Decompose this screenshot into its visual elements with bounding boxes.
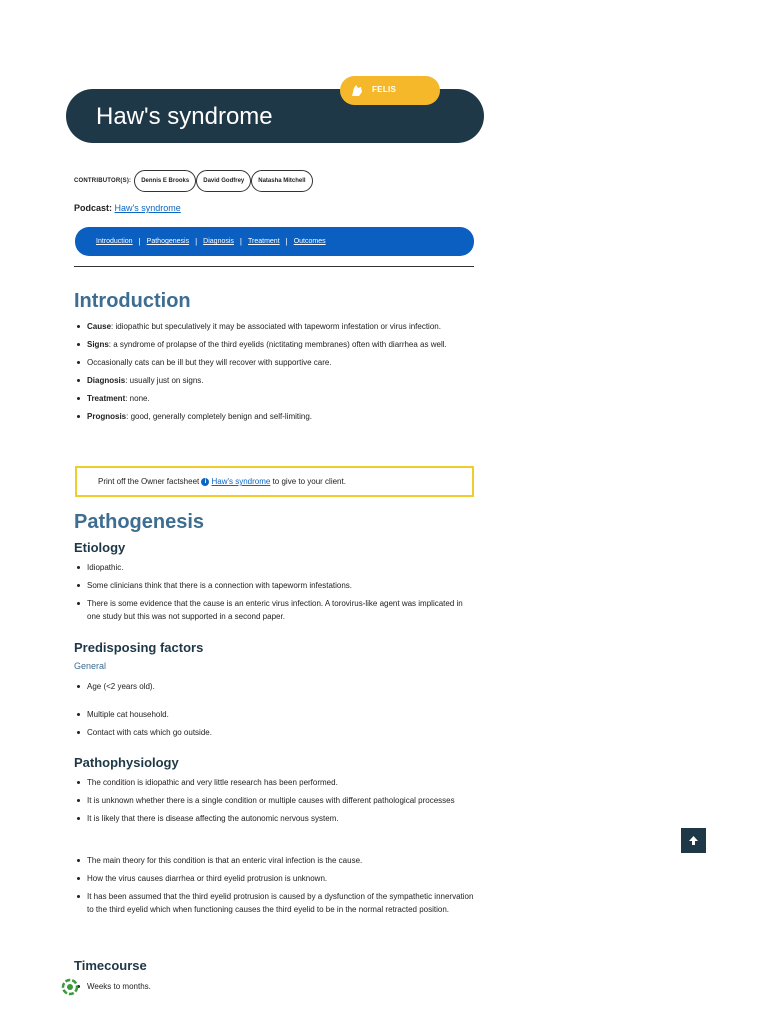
factsheet-link[interactable]: Haw's syndrome bbox=[211, 477, 271, 486]
subheading-general: General bbox=[74, 661, 107, 671]
nav-diagnosis[interactable]: Diagnosis bbox=[203, 238, 234, 245]
subheading-timecourse: Timecourse bbox=[74, 958, 147, 973]
list-item: It has been assumed that the third eyelid protrusion is caused by a dysfunction of the sympathetic innervation to the third eyelid which when functioning causes the third eyelid to be in the normal retracted position. bbox=[74, 890, 474, 916]
contributor-chip[interactable]: David Godfrey bbox=[196, 170, 251, 192]
species-badge[interactable] bbox=[340, 76, 440, 105]
note-text-before: Print off the Owner factsheet bbox=[98, 477, 202, 486]
subheading-etiology: Etiology bbox=[74, 540, 126, 555]
contributor-chip[interactable]: Natasha Mitchell bbox=[251, 170, 312, 192]
list-item: How the virus causes diarrhea or third eyelid protrusion is unknown. bbox=[74, 872, 474, 885]
divider bbox=[74, 266, 474, 267]
list-item: Contact with cats which go outside. bbox=[74, 726, 474, 739]
list-item: Multiple cat household. bbox=[74, 708, 474, 721]
nav-treatment[interactable]: Treatment bbox=[248, 238, 280, 245]
section-nav bbox=[75, 227, 474, 256]
list-item: Some clinicians think that there is a connection with tapeworm infestations. bbox=[74, 579, 474, 592]
list-item: Age (<2 years old). bbox=[74, 680, 474, 693]
predisposing-list-a bbox=[74, 680, 474, 698]
nav-introduction[interactable]: Introduction bbox=[96, 238, 133, 245]
nav-outcomes[interactable]: Outcomes bbox=[293, 238, 326, 245]
nav-separator: | bbox=[239, 237, 242, 246]
pathophysiology-list-a bbox=[74, 776, 474, 830]
podcast-link[interactable]: Haw's syndrome bbox=[114, 203, 181, 213]
timecourse-list bbox=[74, 980, 474, 998]
nav-separator: | bbox=[138, 237, 141, 246]
podcast bbox=[74, 203, 181, 213]
list-item: Occasionally cats can be ill but they will recover with supportive care. bbox=[74, 356, 474, 369]
owner-factsheet-note bbox=[75, 466, 474, 497]
nav-separator: | bbox=[195, 237, 198, 246]
list-item: Weeks to months. bbox=[74, 980, 474, 993]
pathophysiology-list-b bbox=[74, 854, 474, 921]
logo-icon[interactable] bbox=[61, 978, 79, 996]
list-item: Treatment: none. bbox=[74, 392, 474, 405]
page-title: Haw's syndrome bbox=[96, 103, 273, 130]
info-icon: i bbox=[201, 478, 209, 486]
section-heading-pathogenesis: Pathogenesis bbox=[74, 511, 205, 533]
contributors-label: CONTRIBUTOR(S): bbox=[74, 178, 132, 184]
note-text-after: to give to your client. bbox=[270, 477, 346, 486]
nav-separator: | bbox=[285, 237, 288, 246]
list-item: The main theory for this condition is that an enteric viral infection is the cause. bbox=[74, 854, 474, 867]
predisposing-list-b bbox=[74, 708, 474, 744]
contributor-chip[interactable]: Dennis E Brooks bbox=[134, 170, 196, 192]
list-item: Diagnosis: usually just on signs. bbox=[74, 374, 474, 387]
list-item: The condition is idiopathic and very little research has been performed. bbox=[74, 776, 474, 789]
podcast-label: Podcast: bbox=[74, 203, 113, 213]
species-label: FELIS bbox=[372, 85, 397, 94]
list-item: There is some evidence that the cause is an enteric virus infection. A torovirus-like agent was implicated in one study but this was not supported in a second paper. bbox=[74, 597, 474, 623]
cat-icon bbox=[350, 83, 364, 97]
subheading-predisposing-factors: Predisposing factors bbox=[74, 640, 204, 655]
contributors bbox=[74, 170, 313, 192]
etiology-list bbox=[74, 561, 474, 628]
list-item: Signs: a syndrome of prolapse of the third eyelids (nictitating membranes) often with diarrhea as well. bbox=[74, 338, 474, 351]
list-item: It is unknown whether there is a single condition or multiple causes with different pathological processes bbox=[74, 794, 474, 807]
nav-pathogenesis[interactable]: Pathogenesis bbox=[146, 238, 190, 245]
subheading-pathophysiology: Pathophysiology bbox=[74, 755, 179, 770]
arrow-up-icon bbox=[681, 828, 706, 853]
list-item: It is likely that there is disease affecting the autonomic nervous system. bbox=[74, 812, 474, 825]
introduction-list bbox=[74, 320, 474, 428]
section-heading-introduction: Introduction bbox=[74, 290, 191, 312]
list-item: Prognosis: good, generally completely benign and self-limiting. bbox=[74, 410, 474, 423]
scroll-top-button[interactable] bbox=[681, 828, 706, 853]
list-item: Idiopathic. bbox=[74, 561, 474, 574]
list-item: Cause: idiopathic but speculatively it may be associated with tapeworm infestation or virus infection. bbox=[74, 320, 474, 333]
